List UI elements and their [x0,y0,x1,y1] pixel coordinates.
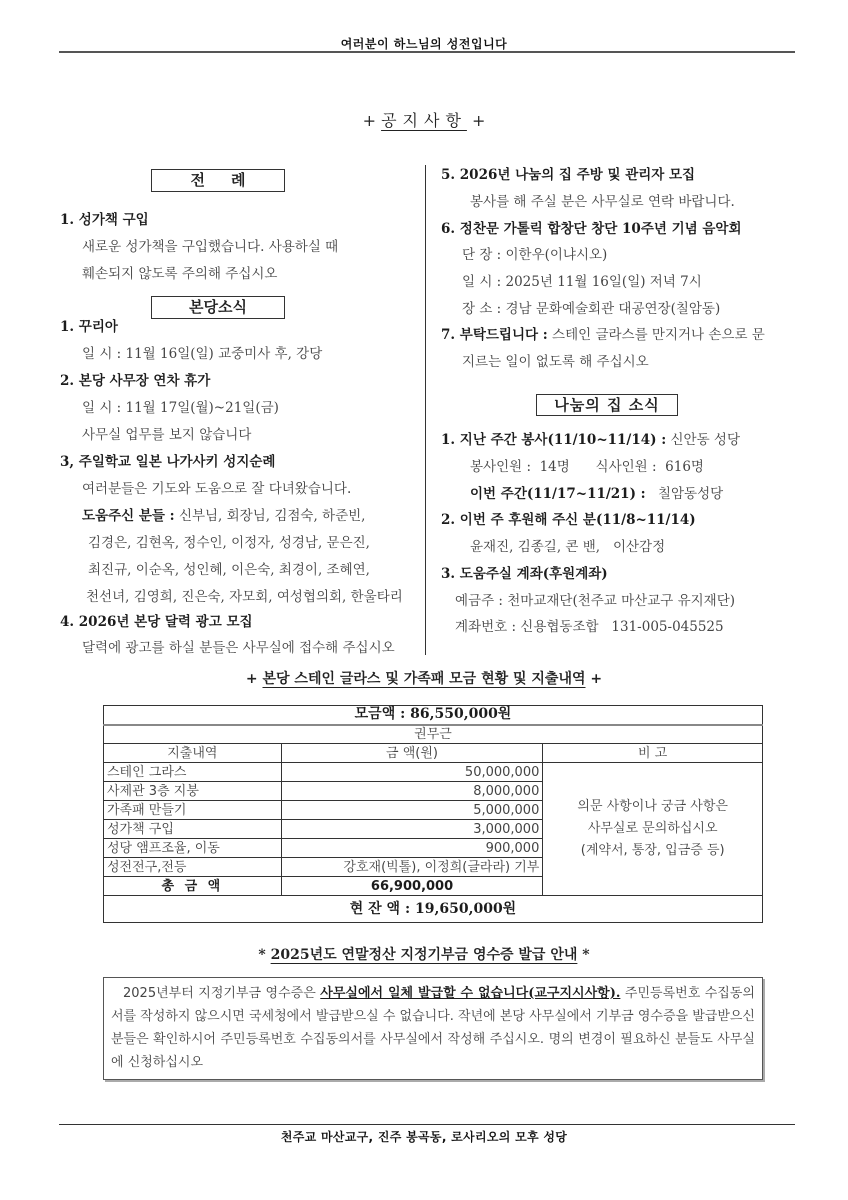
item-heading: 1. 성가책 구입 [60,212,149,228]
header-rule [59,51,795,53]
item-heading: 7. 부탁드립니다 : [441,327,548,343]
item-text: 신안동 성당 [670,432,741,448]
receipt-title: * 2025년도 연말정산 지정기부금 영수증 발급 안내 * [258,947,590,963]
remark-cell [543,763,763,896]
fund-title: + 본당 스테인 글라스 및 가족패 모금 현황 및 지출내역 + [245,671,603,687]
column-header: 지출내역 [104,744,282,763]
item-text: 새로운 성가책을 구입했습니다. 사용하실 때 [82,239,339,255]
item-heading: 3, 주일학교 일본 나가사키 성지순례 [60,454,276,470]
item-heading: 4. 2026년 본당 달력 광고 모집 [60,614,253,630]
expense-amount: 50,000,000 [281,763,543,782]
plus-mark: + [362,111,376,130]
item-heading: 1. 꾸리아 [60,319,118,335]
total-label: 총 금 액 [104,877,282,896]
section-label-parish [151,296,285,319]
page-header: 여러분이 하느님의 성전입니다 [340,37,508,51]
helpers-names: 최진규, 이순옥, 성인혜, 이은숙, 최경이, 조혜연, [88,562,370,578]
fund-title-text: 본당 스테인 글라스 및 가족패 모금 현황 및 지출내역 [262,671,586,687]
balance-row [104,896,763,923]
expense-item: 성가책 구입 [104,820,282,839]
item-text: 일 시 : 11월 16일(일) 교중미사 후, 강당 [82,346,323,362]
expense-amount: 3,000,000 [281,820,543,839]
receipt-text: 2025년부터 지정기부금 영수증은 [123,986,321,1001]
total-amount: 66,900,000 [281,877,543,896]
item-text: 훼손되지 않도록 주의해 주십시오 [82,266,278,282]
item-text: 윤재진, 김종길, 콘 밴, 이산감정 [470,539,666,555]
item-heading-line [441,326,765,344]
raised-amount: 모금액 : 86,550,000원 [104,706,763,725]
expense-amount: 5,000,000 [281,801,543,820]
item-text: 봉사를 해 주실 분은 사무실로 연락 바랍니다. [470,194,735,210]
item-text: 계좌번호 : 신용협동조합 131-005-045525 [455,619,724,635]
expense-amount: 강호재(빅톨), 이정희(글라라) 기부 [281,858,543,877]
section-label-text: 전 례 [190,171,246,189]
section-label-liturgy [151,169,285,192]
expense-item: 스테인 그라스 [104,763,282,782]
helpers-line [82,507,365,525]
notice-title [0,108,848,131]
expense-item: 성전전구,전등 [104,858,282,877]
item-text: 여러분들은 기도와 도움으로 잘 다녀왔습니다. [82,481,352,497]
item-heading: 3. 도움주실 계좌(후원계좌) [441,566,608,582]
item-text: 봉사인원 : 14명 식사인원 : 616명 [470,459,704,475]
item-text: 예금주 : 천마교재단(천주교 마산교구 유지재단) [455,593,736,609]
expense-item: 사제관 3층 지붕 [104,782,282,801]
expense-item: 성당 앰프조율, 이동 [104,839,282,858]
this-week-label: 이번 주간(11/17~11/21) : [470,486,646,502]
section-label-sharing-house [536,394,678,416]
item-text: 사무실 업무를 보지 않습니다 [82,427,252,443]
item-text: 달력에 광고를 하실 분들은 사무실에 접수해 주십시오 [82,640,395,656]
column-header: 비 고 [543,744,763,763]
item-heading: 1. 지난 주간 봉사(11/10~11/14) : [441,432,667,448]
column-header: 금 액(원) [281,744,543,763]
item-heading: 5. 2026년 나눔의 집 주방 및 관리자 모집 [441,167,696,183]
helpers-names: 김경은, 김현옥, 정수인, 이정자, 성경남, 문은진, [88,535,370,551]
table-row [104,763,763,782]
item-text: 장 소 : 경남 문화예술회관 대공연장(칠암동) [462,301,721,317]
item-heading-line [441,431,740,449]
remark-line: (계약서, 통장, 입금증 등) [580,843,725,858]
expense-amount: 8,000,000 [281,782,543,801]
receipt-title-text: 2025년도 연말정산 지정기부금 영수증 발급 안내 [270,947,578,963]
receipt-text: 주민등록번호 수집동의서를 작성하지 않으시면 국세청에서 발급받으실 수 없습니다. 작년에 본당 사무실에서 기부금 영수증을 발급받으신 분들은 확인하시어 주민등록번호 수집동의서를 사무실에서 작성해 주십시오. 명의 변경이 필요하신 분들도 사무실에 신청하십시오 [111,986,755,1070]
header-row [104,744,763,763]
section-label-text: 나눔의 집 소식 [554,396,660,414]
item-heading: 2. 이번 주 후원해 주신 분(11/8~11/14) [441,512,696,528]
sub-row [104,725,763,744]
helpers-label: 도움주신 분들 : [82,508,175,524]
column-divider [425,165,426,655]
helpers-names: 신부님, 회장님, 김점숙, 하준빈, [178,508,366,524]
item-heading: 2. 본당 사무장 연차 휴가 [60,373,211,389]
section-label-text: 본당소식 [189,298,247,316]
item-text: 일 시 : 11월 17일(월)~21일(금) [82,400,279,416]
item-text: 일 시 : 2025년 11월 16일(일) 저녁 7시 [462,274,702,290]
item-text: 지르는 일이 없도록 해 주십시오 [462,354,649,370]
helpers-names: 천선녀, 김영희, 진은숙, 자모회, 여성협의회, 한울타리 [86,589,403,605]
fund-sub: 권무근 [104,725,763,744]
this-week-line [470,485,723,503]
receipt-emphasis: 사무실에서 일체 발급할 수 없습니다(교구지시사항). [320,986,621,1001]
footer-rule [59,1124,795,1125]
expense-amount: 900,000 [281,839,543,858]
expense-item: 가족패 만들기 [104,801,282,820]
item-text: 단 장 : 이한우(이냐시오) [462,247,608,263]
plus-mark: + [472,111,486,130]
notice-title-text: 공지사항 [381,111,467,130]
remark-line: 의문 사항이나 궁금 사항은 [577,799,728,814]
receipt-notice-box [103,977,763,1080]
item-text: 스테인 글라스를 만지거나 손으로 문 [552,327,765,343]
page-footer: 천주교 마산교구, 진주 봉곡동, 로사리오의 모후 성당 [280,1130,568,1144]
item-heading: 6. 정찬문 가톨릭 합창단 창단 10주년 기념 음악회 [441,221,742,237]
remark-line: 사무실로 문의하십시오 [587,821,718,836]
balance-amount: 현 잔 액 : 19,650,000원 [104,896,763,923]
this-week-value: 칠암동성당 [657,486,724,502]
fund-table [103,705,763,923]
raised-row [104,706,763,725]
